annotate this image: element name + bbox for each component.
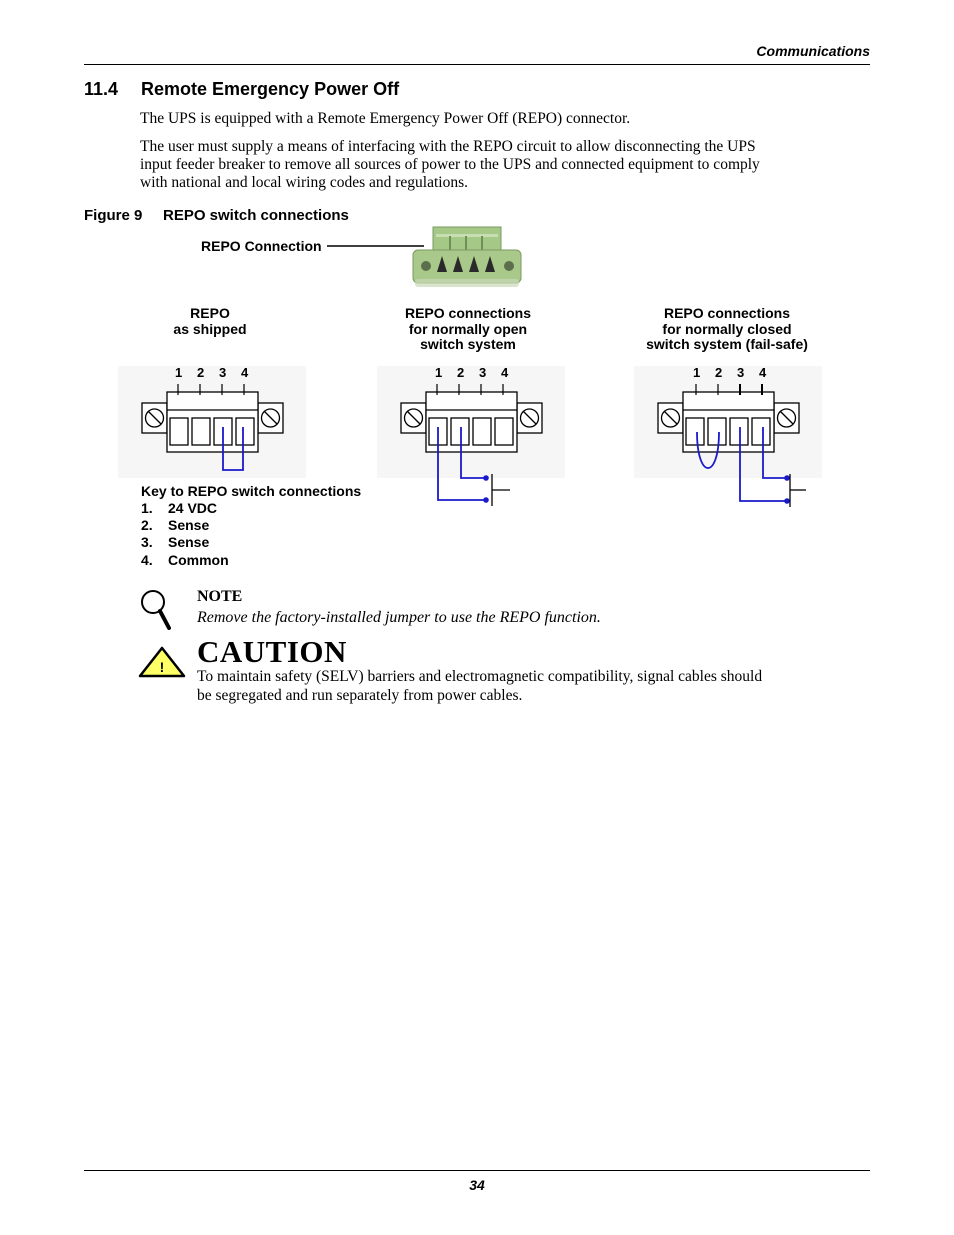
key-item: 3. Sense [141,534,210,551]
section-number: 11.4 [84,79,119,99]
key-item: 1. 24 VDC [141,500,218,516]
paragraph-2-line: input feeder breaker to remove all sources of power to the UPS and connected equipment to comply [140,156,760,173]
diagram-title-line: REPO connections [663,305,791,321]
paragraph-2-line: The user must supply a means of interfacing with the REPO circuit to allow disconnecting the UPS [140,138,756,155]
diagram-title-line: for normally closed [662,320,792,337]
running-header: Communications [756,43,870,59]
footer-rule [84,1170,870,1171]
pin-number: 1 [693,365,701,380]
note-text: Remove the factory-installed jumper to use the REPO function. [197,609,601,626]
pin-number: 3 [737,365,745,380]
note-title: NOTE [197,588,243,605]
caution-title: CAUTION [197,634,347,669]
diagram-title-line: REPO [190,305,230,321]
pin-number: 4 [501,365,509,380]
figure-title: REPO switch connections [163,207,349,224]
diagram-title-line: for normally open [408,320,528,337]
pin-number: 4 [241,365,249,380]
warning-triangle-icon [140,648,184,676]
terminal-block-normally-open [377,366,565,506]
page-number: 34 [469,1177,485,1193]
caution-text-line: be segregated and run separately from power cables. [197,686,523,704]
caution-text-line: To maintain safety (SELV) barriers and electromagnetic compatibility, signal cables should [197,668,763,685]
magnifier-icon [142,591,169,628]
diagram-title-normally-open [388,306,548,353]
diagram-title-line: REPO connections [404,305,532,321]
section-title: Remote Emergency Power Off [141,79,400,99]
key-item: 2. Sense [141,517,210,534]
diagram-title-line: switch system (fail-safe) [646,336,808,352]
pin-number: 1 [435,365,443,380]
svg-text:!: ! [159,659,165,675]
terminal-block-as-shipped [118,366,306,478]
diagram-title-normally-closed [637,306,817,353]
pin-number: 2 [715,365,723,380]
figure-label: Figure 9 [84,207,143,224]
pin-number: 2 [197,365,205,380]
connector-label: REPO Connection [201,238,322,254]
pin-number: 1 [175,365,183,380]
caution-text [197,668,867,705]
connector-image [413,227,521,287]
paragraph-2-line: with national and local wiring codes and regulations. [140,174,468,191]
key-title: Key to REPO switch connections [141,483,362,499]
pin-number: 3 [479,365,487,380]
diagram-title-as-shipped [150,306,270,337]
key-list [141,500,229,569]
key-item: 4. Common [141,551,229,568]
pin-number: 2 [457,365,465,380]
pin-number: 3 [219,365,227,380]
diagram-title-line: as shipped [173,320,247,337]
paragraph-1: The UPS is equipped with a Remote Emergency Power Off (REPO) connector. [140,110,631,127]
terminal-block-normally-closed [634,366,822,507]
diagram-title-line: switch system [420,336,516,352]
pin-number: 4 [759,365,767,380]
